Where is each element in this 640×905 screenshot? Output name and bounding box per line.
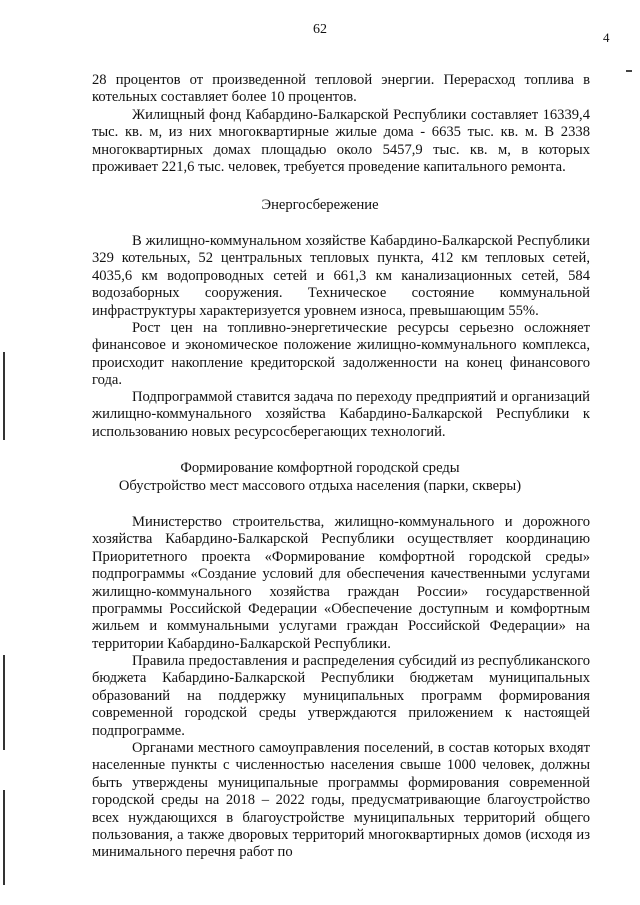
scan-edge-line [3,352,5,440]
paragraph-text: Органами местного самоуправления поселений, в состав которых входят населенные пункты с численностью населения свыше 1000 человек, должны быть утверждены муниципальные программы формирования современной городской среды на 2018 – 2022 годы, предусматривающие благоустройство всех нуждающихся в благоустройстве муниципальных территорий общего пользования, а также дворовых территорий многоквартирных домов (исходя из минимального перечня работ по [92,740,590,861]
paragraph-text: Министерство строительства, жилищно-коммунального и дорожного хозяйства Кабардино-Балкарской Республики осуществляет координацию Приоритетного проекта «Формирование комфортной городской среды» подпрограммы «Создание условий для обеспечения качественными услугами жилищно-коммунального хозяйства граждан России» государственной программы Российской Федерации «Обеспечение доступным и комфортным жильем и коммунальными услугами граждан Российской Федерации» на территории Кабардино-Балкарской Республики. [92,514,590,652]
paragraph-text: В жилищно-коммунальном хозяйстве Кабардино-Балкарской Республики 329 котельных, 52 центральных тепловых пункта, 412 км тепловых сетей, 4035,6 км водопроводных сетей и 661,3 км канализационных сетей, 584 водозаборных сооружения. Техническое состояние коммунальной инфраструктуры характеризуется уровнем износа, превышающим 55%. [92,233,590,319]
corner-mark: 4 [603,30,610,45]
paragraph-subsidy-rules [92,653,590,740]
paragraph-text: Подпрограммой ставится задача по переходу предприятий и организаций жилищно-коммунального хозяйства Кабардино-Балкарской Республики к использованию новых ресурсосберегающих технологий. [92,389,590,440]
scan-edge-tick [626,70,632,72]
paragraph-utilities-infrastructure [92,233,590,320]
paragraph-subprogram-task [92,389,590,441]
paragraph-housing-fund [92,107,590,177]
page-number: 62 [313,22,327,37]
paragraph-text: Правила предоставления и распределения субсидий из республиканского бюджета Кабардино-Балкарской Республики бюджетам муниципальных образований на поддержку муниципальных программ формирования современной городской среды утверждаются приложением к настоящей подпрограмме. [92,653,590,739]
paragraph-text: Рост цен на топливно-энергетические ресурсы серьезно осложняет финансовое и экономическое положение жилищно-коммунального комплекса, происходит накопление кредиторской задолженности на конец финансового года. [92,320,590,389]
paragraph-text: Жилищный фонд Кабардино-Балкарской Республики составляет 16339,4 тыс. кв. м, из них многоквартирные жилые дома - 6635 тыс. кв. м. В 2338 многоквартирных домах площадью около 5457,9 тыс. кв. м, в которых проживает 221,6 тыс. человек, требуется проведение капитального ремонта. [92,107,590,176]
scan-edge-line [3,655,5,750]
paragraph-municipal-programs [92,740,590,862]
scan-edge-line [3,790,5,885]
paragraph-ministry-coordination [92,514,590,653]
section-heading-urban-environment: Формирование комфортной городской среды [180,460,460,476]
paragraph-text: 28 процентов от произведенной тепловой энергии. Перерасход топлива в котельных составляет более 10 процентов. [92,72,590,106]
paragraph-price-growth [92,320,590,390]
paragraph-fuel-overuse [92,72,590,107]
section-heading-energy-saving: Энергосбережение [261,197,379,213]
section-subheading-recreation-places: Обустройство мест массового отдыха населения (парки, скверы) [118,478,522,494]
